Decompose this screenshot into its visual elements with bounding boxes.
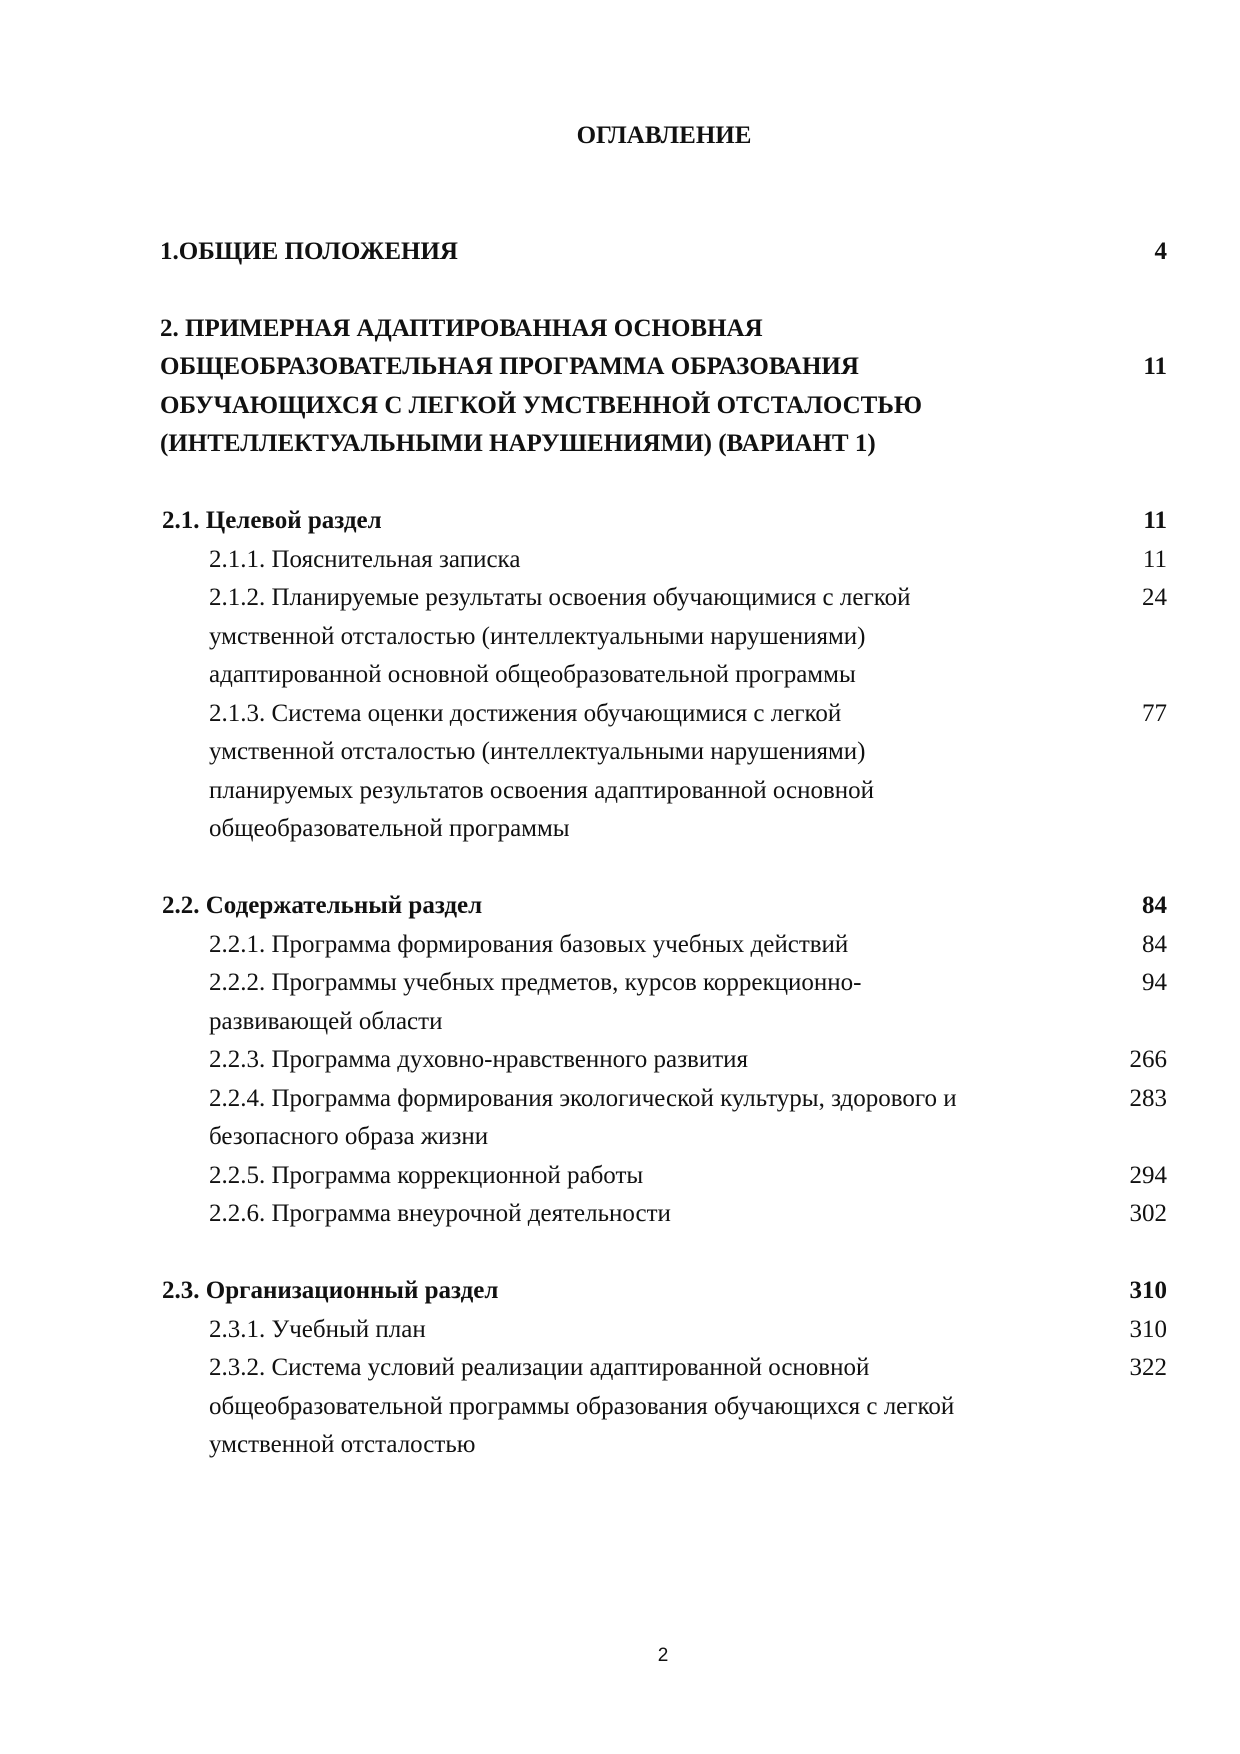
- entry-label: 2.2.4. Программа формирования экологической культуры, здорового и: [209, 1084, 957, 1112]
- entry-page: 310: [1129, 1277, 1167, 1304]
- entry-label: 2.1.1. Пояснительная записка: [209, 545, 521, 573]
- entry-label: общеобразовательной программы: [209, 815, 570, 842]
- entry-label: 2.2.6. Программа внеурочной деятельности: [209, 1200, 671, 1227]
- toc-entry-1[interactable]: [0, 233, 1240, 272]
- entry-page: 11: [1143, 353, 1167, 380]
- entry-label: развивающей области: [209, 1007, 443, 1035]
- entry-label: адаптированной основной общеобразовательной программы: [209, 661, 856, 688]
- entry-page: 302: [1129, 1200, 1167, 1227]
- entry-label: 2.3. Организационный раздел: [162, 1277, 499, 1304]
- table-of-contents: [0, 117, 1240, 1465]
- entry-page: 94: [1142, 969, 1167, 996]
- entry-page: 4: [1154, 237, 1167, 265]
- entry-label: умственной отсталостью (интеллектуальными нарушениями): [209, 622, 866, 650]
- entry-label: умственной отсталостью (интеллектуальными нарушениями): [209, 738, 866, 765]
- toc-entry-2-2-1[interactable]: [0, 926, 1240, 965]
- toc-entry-2-1-2[interactable]: [0, 579, 1240, 695]
- entry-label: планируемых результатов освоения адаптированной основной: [209, 776, 875, 804]
- entry-page: 11: [1143, 507, 1167, 534]
- entry-page: 84: [1142, 892, 1167, 919]
- entry-label: 2.1.2. Планируемые результаты освоения обучающимися с легкой: [209, 584, 911, 611]
- entry-page: 310: [1129, 1315, 1167, 1343]
- entry-page: 283: [1129, 1084, 1167, 1112]
- toc-title: ОГЛАВЛЕНИЕ: [576, 122, 752, 149]
- toc-entry-2-2-3[interactable]: [0, 1041, 1240, 1080]
- entry-label: 2.1.3. Система оценки достижения обучающимися с легкой: [209, 699, 842, 727]
- toc-entry-2-2-6[interactable]: [0, 1195, 1240, 1234]
- toc-entry-2-1[interactable]: [0, 502, 1240, 541]
- entry-label: умственной отсталостью: [209, 1431, 476, 1458]
- toc-entry-2-1-3[interactable]: [0, 695, 1240, 849]
- entry-label: ОБУЧАЮЩИХСЯ С ЛЕГКОЙ УМСТВЕННОЙ ОТСТАЛОСТЬЮ: [160, 391, 923, 419]
- entry-page: 77: [1142, 699, 1167, 727]
- toc-entry-2-1-1[interactable]: [0, 541, 1240, 580]
- toc-entry-2-3-1[interactable]: [0, 1311, 1240, 1350]
- entry-label: 2. ПРИМЕРНАЯ АДАПТИРОВАННАЯ ОСНОВНАЯ: [160, 314, 763, 342]
- entry-label: 1.ОБЩИЕ ПОЛОЖЕНИЯ: [160, 237, 458, 265]
- entry-label: 2.2.5. Программа коррекционной работы: [209, 1161, 644, 1189]
- entry-label: ОБЩЕОБРАЗОВАТЕЛЬНАЯ ПРОГРАММА ОБРАЗОВАНИЯ: [160, 353, 859, 380]
- toc-entry-2-2-4[interactable]: [0, 1080, 1240, 1157]
- entry-page: 322: [1129, 1354, 1167, 1381]
- entry-label: 2.3.1. Учебный план: [209, 1315, 426, 1343]
- entry-label: (ИНТЕЛЛЕКТУАЛЬНЫМИ НАРУШЕНИЯМИ) (ВАРИАНТ 1): [160, 430, 876, 457]
- toc-entry-2-3[interactable]: [0, 1272, 1240, 1311]
- entry-page: 84: [1142, 930, 1167, 958]
- toc-entry-2-2-2[interactable]: [0, 964, 1240, 1041]
- toc-entry-2-2-5[interactable]: [0, 1157, 1240, 1196]
- entry-label: безопасного образа жизни: [209, 1123, 489, 1150]
- entry-page: 11: [1142, 545, 1167, 573]
- entry-page: 294: [1129, 1161, 1167, 1189]
- entry-page: 24: [1142, 584, 1167, 611]
- entry-label: 2.2.2. Программы учебных предметов, курсов коррекционно-: [209, 969, 862, 996]
- toc-entry-2-2[interactable]: [0, 887, 1240, 926]
- entry-label: 2.3.2. Система условий реализации адаптированной основной: [209, 1354, 870, 1381]
- entry-label: 2.2.1. Программа формирования базовых учебных действий: [209, 930, 849, 958]
- entry-page: 266: [1129, 1046, 1167, 1073]
- entry-label: 2.2.3. Программа духовно-нравственного развития: [209, 1046, 749, 1073]
- entry-label: 2.1. Целевой раздел: [162, 507, 382, 534]
- toc-entry-2[interactable]: [0, 310, 1240, 464]
- entry-label: 2.2. Содержательный раздел: [162, 892, 483, 919]
- entry-label: общеобразовательной программы образования обучающихся с легкой: [209, 1392, 955, 1420]
- page-number: 2: [657, 1645, 669, 1666]
- toc-entry-2-3-2[interactable]: [0, 1349, 1240, 1465]
